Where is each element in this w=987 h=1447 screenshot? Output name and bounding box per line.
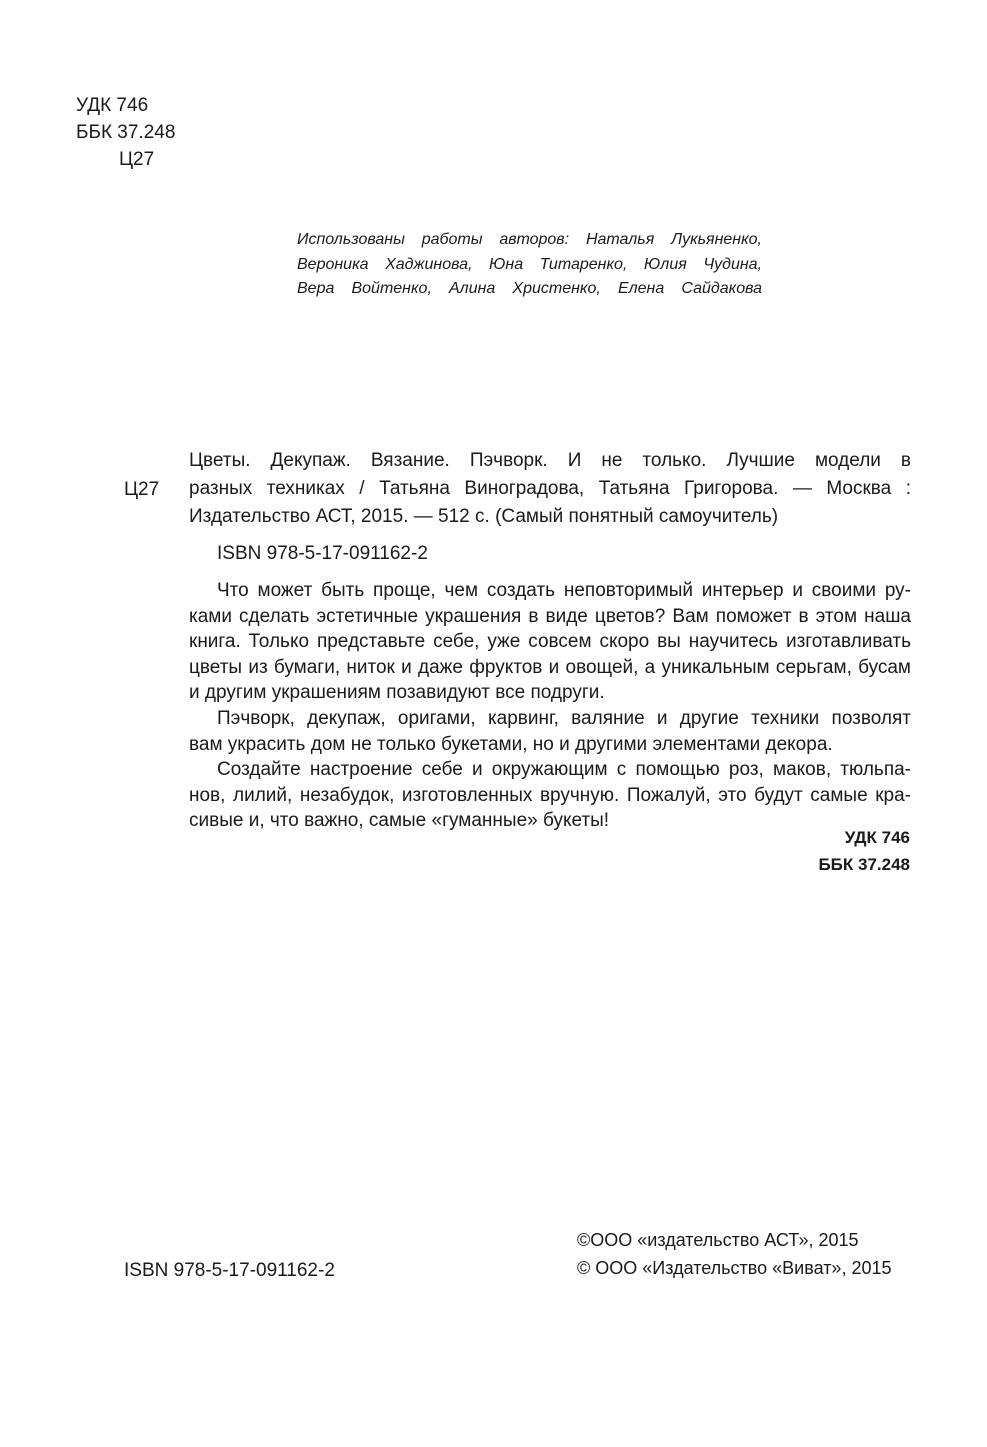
abstract-line: Что может быть проще, чем создать неповторимый интерьер и своими ру- bbox=[217, 580, 911, 601]
abstract-line: сивые и, что важно, самые «гуманные» букеты! bbox=[189, 810, 610, 832]
udk-code: УДК 746 bbox=[76, 95, 149, 116]
abstract-line: нов, лилий, незабудок, изготовленных вручную. Пожалуй, это будут самые кра- bbox=[189, 784, 911, 806]
authors-note-line: Вера Войтенко, Алина Христенко, Елена Сайдакова bbox=[297, 280, 762, 297]
copyright-block bbox=[577, 1226, 892, 1282]
bibliographic-line: Цветы. Декупаж. Вязание. Пэчворк. И не только. Лучшие модели в bbox=[189, 450, 911, 471]
copyright-line: © ООО «Издательство «Виват», 2015 bbox=[577, 1258, 892, 1278]
abstract-line: Создайте настроение себе и окружающим с помощью роз, маков, тюльпа- bbox=[217, 759, 911, 781]
bbk-code: ББК 37.248 bbox=[818, 855, 910, 874]
authors-note-line: Использованы работы авторов: Наталья Лукьяненко, bbox=[297, 231, 762, 248]
abstract-line: вам украсить дом не только букетами, но и другими элементами декора. bbox=[189, 733, 833, 755]
abstract-line: и другим украшениям позавидуют все подруги. bbox=[189, 682, 605, 704]
authors-note-line: Вероника Хаджинова, Юна Титаренко, Юлия Чудина, bbox=[297, 255, 762, 273]
bibliographic-line: разных техниках / Татьяна Виноградова, Татьяна Григорова. — Москва : bbox=[189, 478, 911, 499]
abstract-line: цветы из бумаги, ниток и даже фруктов и овощей, а уникальным серьгам, бусам bbox=[189, 656, 911, 678]
bibliographic-line: Издательство АСТ, 2015. — 512 с. (Самый понятный самоучитель) bbox=[189, 506, 779, 527]
isbn-entry: ISBN 978-5-17-091162-2 bbox=[217, 543, 428, 564]
abstract-line: Пэчворк, декупаж, оригами, карвинг, валяние и другие техники позволят bbox=[217, 707, 911, 729]
cutter-code: Ц27 bbox=[119, 149, 155, 170]
classification-codes-top bbox=[76, 92, 175, 173]
classification-codes-right bbox=[818, 824, 910, 878]
abstract-line: ками сделать эстетичные украшения в виде цветов? Вам поможет в этом наша bbox=[189, 605, 911, 627]
udk-code: УДК 746 bbox=[844, 828, 910, 847]
cutter-mark: Ц27 bbox=[124, 479, 160, 500]
isbn-footer: ISBN 978-5-17-091162-2 bbox=[124, 1260, 335, 1281]
abstract-line: книга. Только представьте себе, уже совсем скоро вы научитесь изготавливать bbox=[189, 631, 911, 653]
copyright-line: ©ООО «издательство АСТ», 2015 bbox=[577, 1230, 859, 1250]
bbk-code: ББК 37.248 bbox=[76, 122, 176, 143]
book-abstract bbox=[189, 578, 911, 834]
bibliographic-description bbox=[189, 447, 911, 531]
authors-note bbox=[297, 228, 762, 302]
